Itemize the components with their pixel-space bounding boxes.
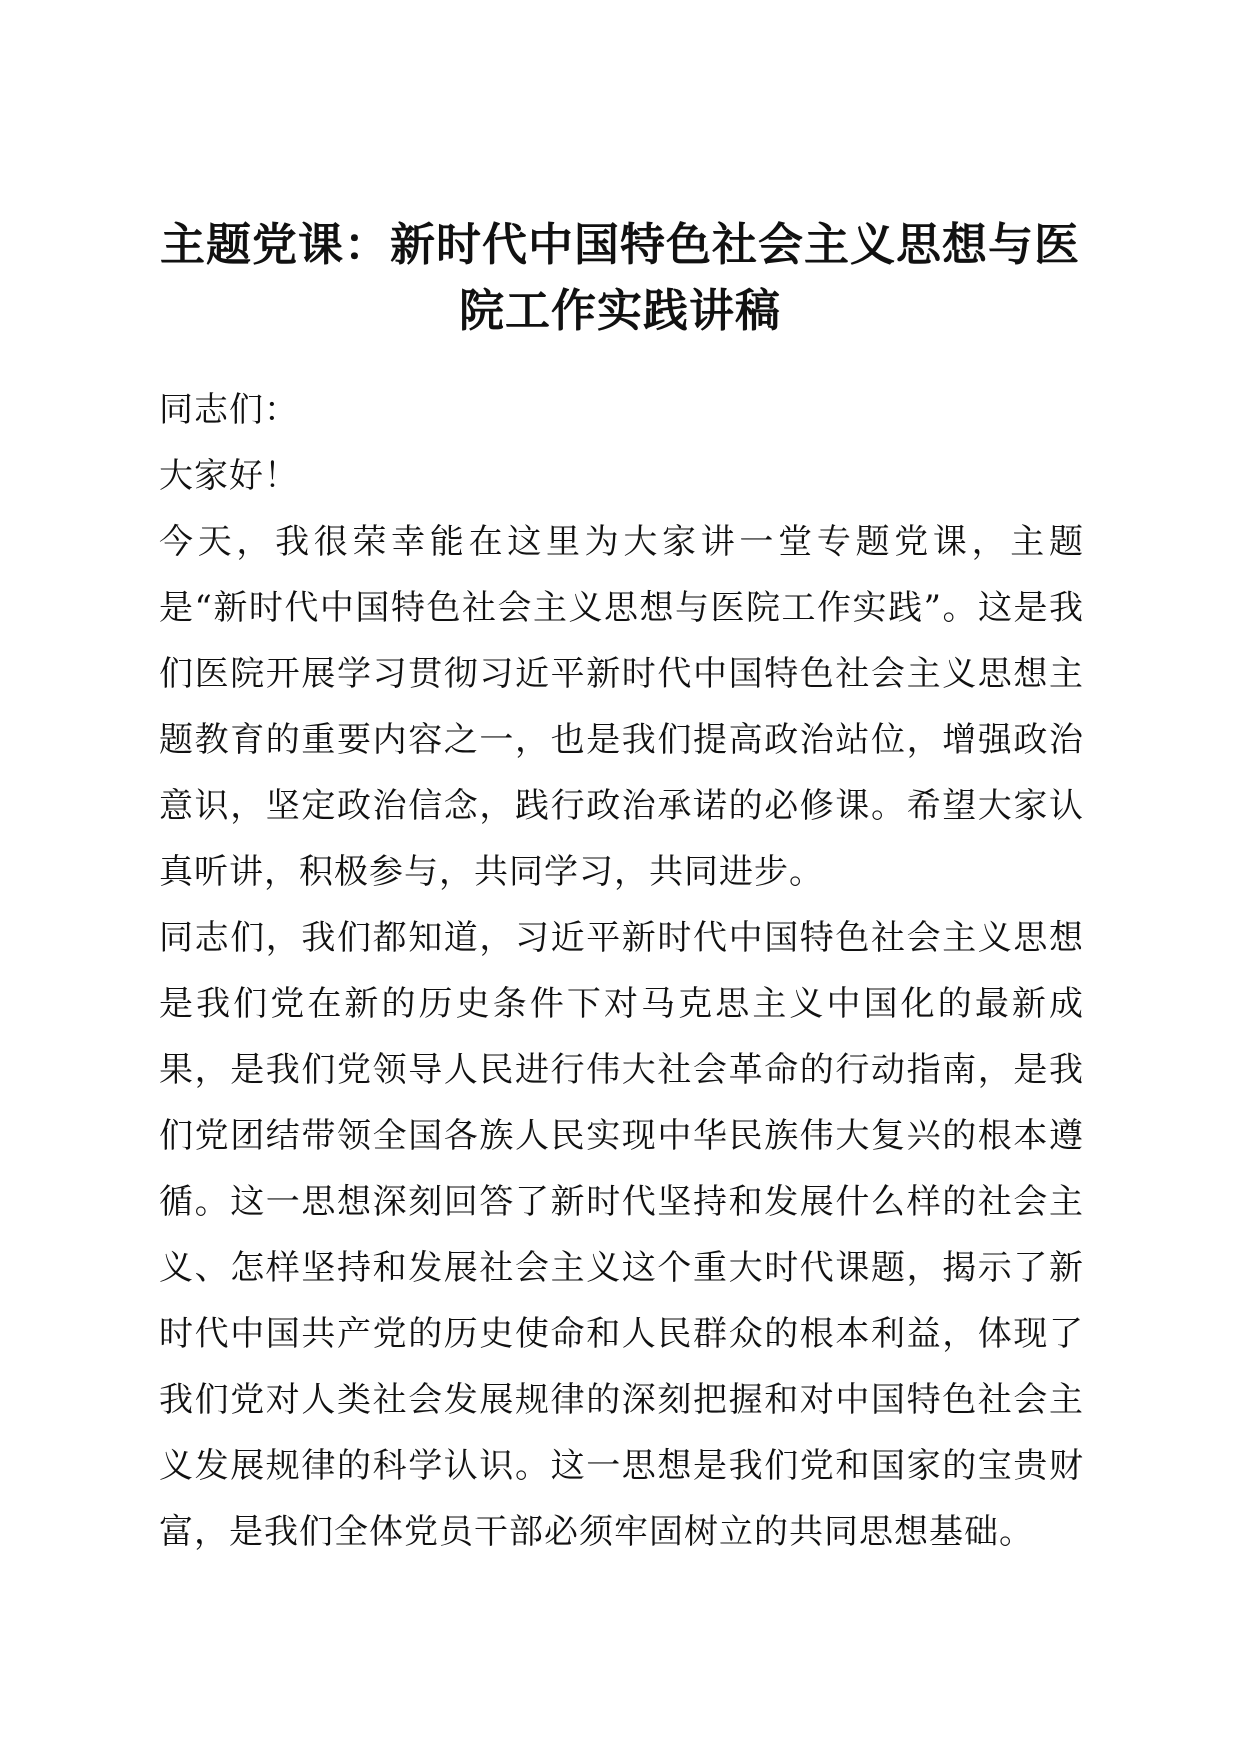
greeting: 大家好！ xyxy=(159,456,299,496)
salutation: 同志们： xyxy=(159,390,299,430)
intro-paragraph: 今天，我很荣幸能在这里为大家讲一堂专题党课，主题是“新时代中国特色社会主义思想与医院工作实践”。这是我们医院开展学习贯彻习近平新时代中国特色社会主义思想主题教育的重要内容之一，也是我们提高政治站位，增强政治意识，坚定政治信念，践行政治承诺的必修课。希望大家认真听讲，积极参与，共同学习，共同进步。 xyxy=(159,522,1084,892)
thought-paragraph: 同志们，我们都知道，习近平新时代中国特色社会主义思想是我们党在新的历史条件下对马克思主义中国化的最新成果，是我们党领导人民进行伟大社会革命的行动指南，是我们党团结带领全国各族人民实现中华民族伟大复兴的根本遵循。这一思想深刻回答了新时代坚持和发展什么样的社会主义、怎样坚持和发展社会主义这个重大时代课题，揭示了新时代中国共产党的历史使命和人民群众的根本利益，体现了我们党对人类社会发展规律的深刻把握和对中国特色社会主义发展规律的科学认识。这一思想是我们党和国家的宝贵财富，是我们全体党员干部必须牢固树立的共同思想基础。 xyxy=(159,918,1084,1552)
document-title: 主题党课：新时代中国特色社会主义思想与医院工作实践讲稿 xyxy=(159,218,1080,337)
document-body xyxy=(159,377,1084,1565)
